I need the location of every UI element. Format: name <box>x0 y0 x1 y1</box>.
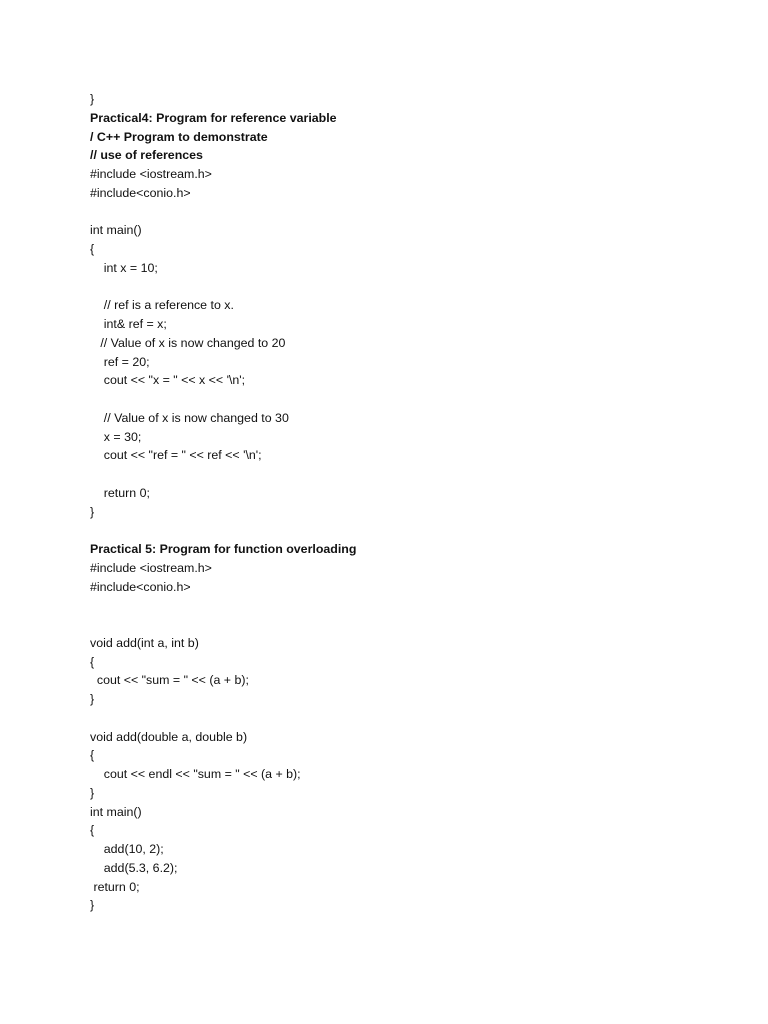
code-line: cout << endl << "sum = " << (a + b); <box>90 767 301 781</box>
code-line: ref = 20; <box>90 354 150 369</box>
blank-line <box>90 465 730 484</box>
code-line: return 0; <box>90 879 140 894</box>
code-line: } <box>90 898 95 913</box>
heading-line: Practical 5: Program for function overloading <box>90 542 357 556</box>
document-page <box>90 90 730 915</box>
code-line: { <box>90 823 95 838</box>
blank-line <box>90 709 730 728</box>
code-line: void add(double a, double b) <box>90 729 248 744</box>
code-line: int& ref = x; <box>90 317 167 331</box>
blank-line <box>90 203 730 222</box>
blank-line <box>90 390 730 409</box>
blank-line <box>90 596 730 615</box>
code-line: #include<conio.h> <box>90 579 191 594</box>
heading-line: Practical4: Program for reference variable <box>90 110 337 125</box>
code-line: return 0; <box>90 485 150 500</box>
code-line: x = 30; <box>90 429 142 444</box>
code-line: #include <iostream.h> <box>90 560 212 575</box>
blank-line <box>90 278 730 297</box>
blank-line <box>90 521 730 540</box>
blank-line <box>90 615 730 634</box>
code-line: int x = 10; <box>90 260 158 275</box>
code-line: // ref is a reference to x. <box>90 298 234 313</box>
code-line: void add(int a, int b) <box>90 635 199 650</box>
code-line: #include <iostream.h> <box>90 167 212 181</box>
code-line: #include<conio.h> <box>90 185 191 200</box>
code-line: } <box>90 504 95 519</box>
code-line: } <box>90 92 95 106</box>
code-line: { <box>90 242 95 256</box>
code-line: // Value of x is now changed to 20 <box>90 335 286 350</box>
code-line: // Value of x is now changed to 30 <box>90 410 289 425</box>
code-line: cout << "x = " << x << '\n'; <box>90 373 246 388</box>
code-line: int main() <box>90 223 142 238</box>
code-line: { <box>90 654 95 669</box>
heading-line: // use of references <box>90 148 203 163</box>
code-line: } <box>90 785 95 800</box>
code-line: { <box>90 748 95 763</box>
code-line: cout << "sum = " << (a + b); <box>90 673 249 688</box>
code-line: add(5.3, 6.2); <box>90 860 178 875</box>
code-line: cout << "ref = " << ref << '\n'; <box>90 448 262 463</box>
code-line: add(10, 2); <box>90 842 164 856</box>
heading-line: / C++ Program to demonstrate <box>90 129 268 144</box>
code-line: } <box>90 692 95 706</box>
code-line: int main() <box>90 804 142 819</box>
